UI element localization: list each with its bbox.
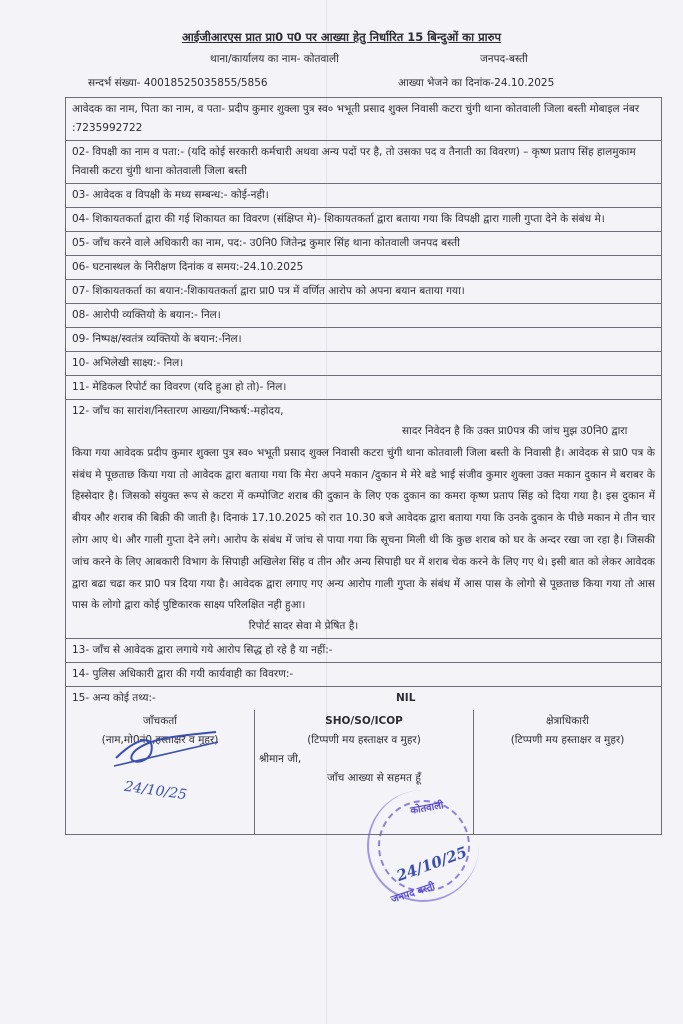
row-inspection-date: 06- घटनास्थल के निरीक्षण दिनांक व समय:-24.10.2025 bbox=[65, 255, 662, 279]
row-accused-statement: 08- आरोपी व्यक्तियो के बयान:- निल। bbox=[65, 303, 662, 327]
sho-remark: जाँच आख्या से सहमत हूँ bbox=[327, 772, 421, 785]
row-other-facts bbox=[65, 686, 662, 710]
summary-body: किया गया आवेदक प्रदीप कुमार शुक्ला पुत्र स्व० भभूती प्रसाद शुक्ल निवासी कटरा चुंगी थाना कोतवाली जिला बस्ती के निवासी है। आवेदक से प्रा0 पत्र के संबंध मे पूछताछ किया गया तो आवेदक द्वारा बताया गया कि मेरा अपने मकान /दुकान मे मेरे बडे भाई संजीव कुमार शुक्ला उक्त मकान दुकान मे बराबर के हिस्सेदार है। जिसको संयुक्त रूप से कटरा में कम्पोजिट शराब की दुकान के लिए एक दुकान का कमरा कृष्ण प्रताप सिंह को दिया गया है। इस दुकान में बीयर और शराब की बिक्री की जाती है। दिनाकं 17.10.2025 को रात 10.30 बजे आवेदक द्वारा बताया गया कि उनके दुकान के पीछे मकान मे तीन चार लोग आए थे। और गाली गुप्ता देने लगे। आरोप के संबंध में जांच से पाया गया कि सूचना मिली थी कि कुछ शराब को घर के अन्दर रखा जा रहा है। जिसकी जांच करने के लिए आबकारी विभाग के सिपाही अखिलेश सिंह व तीन और अन्य सिपाही घर में शराब चेक करने के लिए गए थे। इसी बात को लेकर आवेदक द्वारा बढा चढा कर प्रा0 पत्र दिया गया है। आवेदक द्वारा लगाए गए अन्य आरोप गाली गुप्ता के संबंध में आस पास के लोगो से पूछताछ किया गया तो आस पास के लोगो द्वारा कोई पुष्टिकारक साक्ष्य परिलक्षित नही हुआ। bbox=[72, 446, 655, 612]
row-documentary-evidence: 10- अभिलेखी साक्ष्य:- निल। bbox=[65, 351, 662, 375]
row-relation: 03- आवेदक व विपक्षी के मध्य सम्बन्ध:- कोई-नही। bbox=[65, 183, 662, 207]
row-action-taken: 14- पुलिस अधिकारी द्वारा की गयी कार्यवाही का विवरण:- bbox=[65, 662, 662, 686]
summary-opening: सादर निवेदन है कि उक्त प्रा0पत्र की जांच मुझ उ0नि0 द्वारा bbox=[402, 425, 628, 437]
investigator-date: 24/10/25 bbox=[123, 778, 188, 804]
stamp-top-text: कोतवाली bbox=[409, 800, 445, 817]
report-table bbox=[65, 97, 662, 835]
co-subtitle: (टिप्पणी मय हस्ताक्षर व मुहर) bbox=[510, 734, 625, 747]
sho-salutation: श्रीमान जी, bbox=[259, 753, 302, 766]
reference-number: सन्दर्भ संख्या- 40018525035855/5856 bbox=[88, 77, 268, 89]
row-summary bbox=[65, 399, 662, 638]
stamp-date: 24/10/25 bbox=[394, 842, 470, 886]
investigator-cell bbox=[66, 710, 255, 834]
sho-title: SHO/SO/ICOP bbox=[325, 715, 403, 728]
investigator-signature-icon bbox=[106, 728, 226, 768]
row-opponent: 02- विपक्षी का नाम व पता:- (यदि कोई सरकारी कर्मचारी अथवा अन्य पदों पर है, तो उसका पद व तैनाती का विवरण) – कृष्ण प्रताप सिंह हालमुकाम निवासी कटरा चुंगी थाना कोतवाली जिला बस्ती bbox=[65, 140, 662, 183]
other-facts-value: NIL bbox=[396, 692, 416, 705]
sho-subtitle: (टिप्पणी मय हस्ताक्षर व मुहर) bbox=[307, 734, 421, 747]
row-complainant-statement: 07- शिकायतकर्ता का बयान:-शिकायतकर्ता द्वारा प्रा0 पत्र में वर्णित आरोप को अपना बयान बताया गया। bbox=[65, 279, 662, 303]
summary-label: 12- जाँच का सारांश/निस्तारण आख्या/निष्कर्ष:-महोदय, bbox=[72, 405, 284, 417]
summary-closing: रिपोर्ट सादर सेवा मे प्रेषित है। bbox=[248, 620, 359, 633]
circle-officer-cell bbox=[474, 710, 661, 834]
report-date: आख्या भेजने का दिनांक-24.10.2025 bbox=[398, 77, 555, 89]
stamp-bottom-text: जनपद बस्ती bbox=[389, 881, 437, 906]
other-facts-label: 15- अन्य कोई तथ्य:- bbox=[72, 692, 156, 705]
signature-block bbox=[65, 710, 662, 835]
co-title: क्षेत्राधिकारी bbox=[545, 715, 590, 728]
row-investigator: 05- जाँच करने वाले अधिकारी का नाम, पद:- उ0नि0 जितेन्द्र कुमार सिंह थाना कोतवाली जनपद बस्ती bbox=[65, 231, 662, 255]
district-name: जनपद-बस्ती bbox=[480, 53, 528, 65]
investigator-title: जाँचकर्ता bbox=[143, 715, 177, 728]
document-title: आईजीआरएस प्रात प्रा0 प0 पर आख्या हेतु निर्धारित 15 बिन्दुओं का प्रारुप bbox=[181, 30, 502, 44]
row-applicant: आवेदक का नाम, पिता का नाम, व पता- प्रदीप कुमार शुक्ला पुत्र स्व० भभूती प्रसाद शुक्ल निवासी कटरा चुंगी थाना कोतवाली जिला बस्ती मोबाइल नंबर :7235992722 bbox=[65, 97, 662, 140]
row-complaint: 04- शिकायतकर्ता द्वारा की गई शिकायत का विवरण (संक्षिप्त मे)- शिकायतकर्ता द्वारा बताया गया कि विपक्षी द्वारा गाली गुप्ता देने के संबंध मे। bbox=[65, 207, 662, 231]
row-witness-statement: 09- निष्पक्ष/स्वतंत्र व्यक्तियो के बयान:-निल। bbox=[65, 327, 662, 351]
investigator-subtitle: (नाम,मो0नं0,हस्ताक्षर व मुहर) bbox=[101, 734, 219, 747]
row-medical-report: 11- मेडिकल रिपोर्ट का विवरण (यदि हुआ हो तो)- निल। bbox=[65, 375, 662, 399]
row-allegations-proven: 13- जाँच से आवेदक द्वारा लगाये गये आरोप सिद्ध हो रहे है या नहीं:- bbox=[65, 638, 662, 662]
office-name: थाना/कार्यालय का नाम- कोतवाली bbox=[210, 53, 339, 65]
